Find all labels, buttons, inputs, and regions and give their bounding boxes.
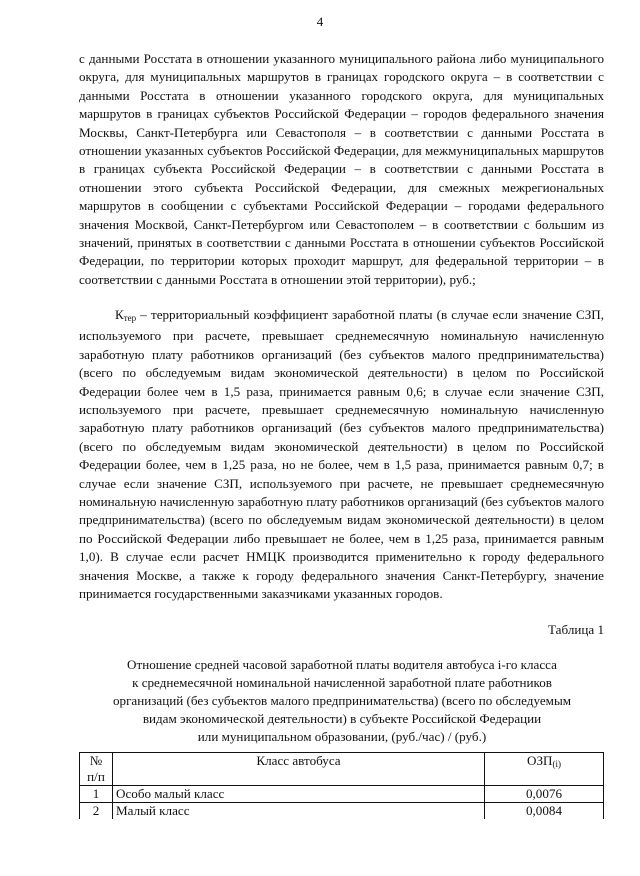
table-title: [80, 656, 604, 746]
row-bus-class: Особо малый класс: [113, 786, 485, 803]
paragraph-territorial-coefficient: [79, 306, 604, 604]
header-ozp-sub: (i): [552, 759, 561, 769]
header-ozp: [485, 753, 604, 786]
row-ozp-value: 0,0084: [485, 803, 604, 820]
row-bus-class: Малый класс: [113, 803, 485, 820]
paragraph-rosstat-data: с данными Росстата в отношении указанного муниципального района либо муниципального округа, для муниципальных маршрутов в границах городского округа – в соответствии с данными Росстата в отношении указанного городского округа, для муниципальных маршрутов в границах субъектов Российской Федерации – городов федерального значения Москвы, Санкт-Петербурга или Севастополя – в соответствии с данными Росстата в отношении указанных субъектов Российской Федерации, для межмуниципальных маршрутов в границах субъекта Российской Федерации – в соответствии с данными Росстата в отношении этого субъекта Российской Федерации, для смежных межрегиональных маршрутов в сообщении с субъектами Российской Федерации – городами федерального значения Москвой, Санкт-Петербургом или Севастополем – в соответствии с большим из значений, принятых в соответствии с данными Росстата в отношении субъектов Российской Федерации, по территории которых проходит маршрут, для федеральной территории – в соответствии с данными Росстата в отношении этой территории), руб.;: [79, 51, 604, 287]
table-label: Таблица 1: [548, 622, 604, 637]
header-number-line1: №: [89, 753, 103, 768]
row-number: 1: [80, 786, 113, 803]
table-header-row: [80, 753, 604, 786]
row-number: 2: [80, 803, 113, 820]
header-bus-class: Класс автобуса: [113, 753, 485, 786]
table-title-line: Отношение средней часовой заработной платы водителя автобуса i-го класса: [127, 657, 557, 672]
bus-class-table: [79, 752, 604, 819]
coefficient-symbol: К: [115, 307, 124, 322]
row-ozp-value: 0,0076: [485, 786, 604, 803]
header-number: [80, 753, 113, 786]
header-ozp-main: ОЗП: [527, 753, 553, 768]
table-title-line: к среднемесячной номинальной начисленной заработной плате работников: [132, 675, 552, 690]
coefficient-definition: – территориальный коэффициент заработной платы (в случае если значение СЗП, используемого при расчете, превышает среднемесячную номинальную начисленную заработную плату работников организаций (без субъектов малого предпринимательства) (всего по обследуемым видам экономической деятельности) в целом по Российской Федерации более чем в 1,5 раза, принимается равным 0,6; в случае если значение СЗП, используемого при расчете, превышает среднемесячную номинальную начисленную заработную плату работников организаций (без субъектов малого предпринимательства) (всего по обследуемым видам экономической деятельности) в целом по Российской Федерации более, чем в 1,25 раза, но не более, чем в 1,5 раза, принимается равным 0,7; в случае если значение СЗП, используемого при расчете, не превышает среднемесячную номинальную начисленную заработную плату работников организаций (без субъектов малого предпринимательства) (всего по обследуемым видам экономической деятельности) в целом по Российской Федерации либо превышает не более, чем в 1,25 раза, принимается равным 1,0). В случае если расчет НМЦК производится применительно к городу федерального значения Москве, а также к городу федерального значения Санкт-Петербургу, значение принимается государственными заказчиками указанных городов.: [79, 307, 604, 602]
table-title-line: или муниципальном образовании, (руб./час) / (руб.): [197, 729, 487, 744]
header-number-line2: п/п: [87, 769, 105, 784]
table-row: [80, 786, 604, 803]
table-title-line: организаций (без субъектов малого предпринимательства) (всего по обследуемым: [112, 693, 572, 708]
coefficient-subscript: тер: [123, 313, 137, 323]
table-row: [80, 803, 604, 820]
table-title-line: видам экономической деятельности) в субъекте Российской Федерации: [142, 711, 542, 726]
page-number: 4: [316, 14, 324, 29]
